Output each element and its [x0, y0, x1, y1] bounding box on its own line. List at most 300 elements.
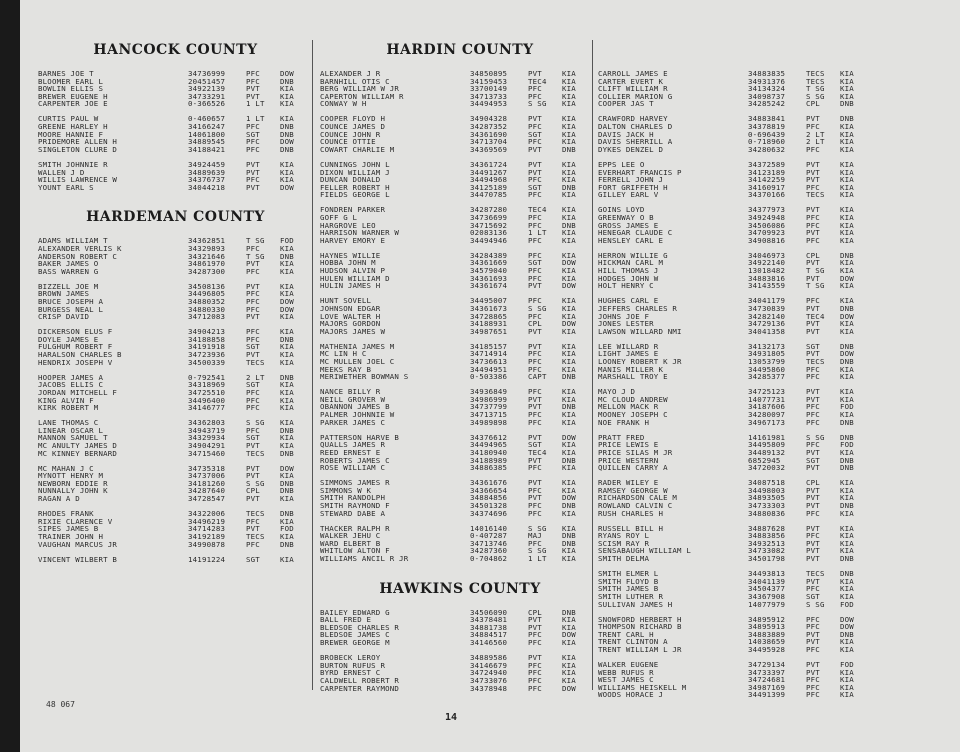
rank: PVT: [806, 387, 820, 397]
name: VINCENT WILBERT B: [38, 555, 118, 564]
serial-number: 34880330: [188, 304, 226, 314]
rank: MAJ: [528, 531, 542, 541]
serial-number: 34714283: [188, 524, 226, 534]
serial-number: 34725123: [748, 387, 786, 397]
serial-number: 34361673: [470, 303, 508, 313]
serial-number: 34370166: [748, 190, 786, 200]
status: DNB: [280, 129, 294, 139]
serial-number: 34374696: [470, 508, 508, 518]
serial-number: 34729134: [748, 660, 786, 670]
casualty-row: [38, 525, 313, 533]
serial-number: 34321646: [188, 251, 226, 261]
status: KIA: [562, 440, 576, 450]
serial-number: 34737799: [470, 402, 508, 412]
name: PRICE LEWIS E: [598, 441, 659, 449]
page-number: 14: [445, 712, 458, 723]
rank: T SG: [806, 84, 825, 94]
casualty-row: [38, 495, 313, 503]
status: KIA: [280, 259, 294, 269]
name: SMITH FLOYD B: [598, 577, 659, 586]
casualty-row: [38, 138, 313, 146]
status: KIA: [840, 493, 854, 503]
name: CUNNINGS JOHN L: [320, 160, 390, 169]
name: WEBB RUFUS R: [598, 668, 654, 677]
rank: 1 LT: [528, 554, 547, 564]
status: DNB: [280, 251, 294, 261]
status: KIA: [562, 326, 576, 336]
serial-number: 34904328: [470, 114, 508, 124]
casualty-group: [598, 525, 883, 563]
name: HUDSON ALVIN P: [320, 267, 386, 275]
name: HULIN JAMES H: [320, 282, 381, 290]
column-divider: [592, 40, 593, 690]
name: RAGAN A D: [38, 495, 80, 503]
status: KIA: [562, 213, 576, 222]
status: KIA: [562, 653, 576, 663]
rank: TECS: [806, 76, 825, 86]
column-divider: [312, 40, 313, 690]
casualty-row: [38, 85, 313, 93]
name: RUSH CHARLES H: [598, 509, 664, 518]
casualty-row: [320, 631, 600, 639]
rank: PFC: [528, 364, 542, 374]
serial-number: 34493813: [748, 569, 786, 579]
name: TRENT CARL H: [598, 630, 654, 639]
status: KIA: [562, 84, 576, 94]
serial-number: 34285242: [748, 99, 786, 109]
status: KIA: [562, 167, 576, 177]
serial-number: 34880836: [748, 508, 786, 518]
serial-number: 34579040: [470, 266, 508, 276]
casualty-row: [320, 388, 600, 396]
status: KIA: [562, 668, 576, 678]
name: ROSE WILLIAM C: [320, 464, 386, 472]
casualty-row: [320, 275, 600, 283]
rank: PVT: [806, 394, 820, 404]
rank: 1 LT: [528, 228, 547, 238]
rank: TEC4: [528, 447, 547, 457]
rank: SGT: [246, 129, 260, 139]
serial-number: 34123189: [748, 167, 786, 177]
status: DNB: [840, 250, 854, 260]
rank: PVT: [528, 653, 542, 663]
serial-number: 0-704862: [470, 554, 508, 564]
county-section: [38, 209, 313, 563]
status: DNB: [280, 486, 294, 496]
rank: PFC: [806, 645, 820, 654]
name: HOLT HENRY C: [598, 282, 654, 290]
serial-number: 34361693: [470, 273, 508, 283]
casualty-row: [320, 487, 600, 495]
name: MANIS MILLER K: [598, 365, 664, 374]
casualty-group: [38, 556, 313, 564]
status: KIA: [840, 281, 854, 291]
status: KIA: [562, 675, 576, 685]
serial-number: 34496805: [188, 289, 226, 299]
status: KIA: [562, 357, 576, 366]
status: KIA: [280, 380, 294, 390]
name: SCISM RAY R: [598, 539, 650, 548]
name: CRAWFORD HARVEY: [598, 115, 668, 124]
name: TRENT WILLIAM L JR: [598, 646, 682, 654]
status: FOD: [280, 524, 294, 534]
status: KIA: [840, 76, 854, 86]
name: BERG WILLIAM W JR: [320, 85, 400, 93]
casualty-row: [320, 373, 600, 381]
status: KIA: [562, 99, 576, 109]
rank: PFC: [246, 539, 260, 549]
serial-number: 34378948: [470, 683, 508, 693]
casualty-row: [38, 381, 313, 389]
serial-number: 34736613: [470, 357, 508, 366]
name: MC CLOUD ANDREW: [598, 395, 668, 404]
serial-number: 34087518: [748, 478, 786, 488]
status: KIA: [840, 485, 854, 495]
casualty-row: [598, 464, 883, 472]
serial-number: 6852945: [748, 455, 781, 465]
casualty-row: [320, 540, 600, 548]
rank: PVT: [528, 402, 542, 412]
rank: PVT: [246, 440, 260, 450]
casualty-row: [598, 373, 883, 381]
name: MC MULLEN JOEL C: [320, 358, 395, 366]
serial-number: 34041139: [748, 576, 786, 586]
status: KIA: [840, 84, 854, 94]
casualty-group: [320, 161, 600, 199]
name: ROBERTS JAMES C: [320, 456, 390, 465]
casualty-group: [320, 206, 600, 244]
name: GROSS JAMES E: [598, 221, 659, 230]
status: KIA: [280, 114, 294, 124]
status: DNB: [840, 357, 854, 366]
serial-number: 34504377: [748, 584, 786, 594]
casualty-row: [320, 464, 600, 472]
status: DNB: [840, 569, 854, 579]
casualty-row: [320, 305, 600, 313]
name: CURTIS PAUL W: [38, 115, 99, 124]
casualty-row: [38, 518, 313, 526]
name: DAVIS SHERRILL A: [598, 138, 673, 146]
name: LINEAR OSCAR L: [38, 426, 104, 435]
status: KIA: [280, 471, 294, 481]
name: DYKES DENZEL D: [598, 145, 664, 154]
serial-number: 34372589: [748, 159, 786, 169]
casualty-row: [38, 176, 313, 184]
status: KIA: [840, 523, 854, 533]
county-title: HAWKINS COUNTY: [379, 580, 541, 597]
rank: CAPT: [528, 372, 547, 382]
name: STEWARD DABE A: [320, 509, 386, 518]
serial-number: 34142259: [748, 175, 786, 185]
rank: 1 LT: [246, 99, 265, 109]
name: CARPENTER JOE E: [38, 100, 108, 108]
casualty-row: [320, 131, 600, 139]
casualty-row: [38, 442, 313, 450]
rank: PVT: [246, 494, 260, 504]
casualty-group: [38, 465, 313, 503]
casualty-group: [38, 328, 313, 366]
serial-number: 34284389: [470, 250, 508, 260]
serial-number: 34489132: [748, 447, 786, 457]
rank: S SG: [528, 523, 547, 533]
casualty-row: [38, 359, 313, 367]
status: KIA: [840, 387, 854, 397]
serial-number: 34728865: [470, 311, 508, 321]
casualty-row: [320, 297, 600, 305]
rank: S SG: [528, 546, 547, 556]
serial-number: 34733291: [188, 91, 226, 101]
serial-number: 34369569: [470, 144, 508, 154]
casualty-row: [38, 306, 313, 314]
serial-number: 34494965: [470, 440, 508, 450]
status: KIA: [840, 591, 854, 601]
status: KIA: [562, 205, 576, 215]
name: RICHARDSON CALE M: [598, 494, 678, 502]
casualty-row: [598, 601, 883, 609]
rank: TECS: [806, 569, 825, 579]
casualty-row: [38, 268, 313, 276]
name: COUNCE JAMES D: [320, 123, 386, 131]
status: KIA: [840, 266, 854, 276]
casualty-row: [320, 267, 600, 275]
serial-number: 34366654: [470, 485, 508, 495]
casualty-group: [38, 510, 313, 548]
rank: PVT: [806, 501, 820, 510]
rank: PFC: [806, 614, 820, 624]
status: KIA: [840, 576, 854, 586]
rank: PFC: [806, 410, 820, 420]
rank: TECS: [806, 190, 825, 200]
status: KIA: [562, 114, 576, 124]
name: LOONEY ROBERT K JR: [598, 358, 682, 366]
name: HOBBA JOHN M: [320, 259, 376, 268]
name: TRENT CLINTON A: [598, 638, 668, 646]
status: KIA: [280, 91, 294, 101]
name: DUNCAN DONALD: [320, 176, 381, 184]
status: KIA: [562, 296, 576, 306]
name: COOPER FLOYD H: [320, 115, 386, 124]
casualty-row: [38, 336, 313, 344]
status: KIA: [840, 167, 854, 177]
rank: PVT: [806, 319, 820, 329]
casualty-group: [320, 609, 600, 647]
status: FOD: [840, 402, 854, 412]
status: KIA: [280, 342, 294, 352]
casualty-row: [320, 677, 600, 685]
name: CALDWELL ROBERT R: [320, 676, 400, 685]
name: FIELDS GEORGE L: [320, 191, 390, 199]
casualty-row: [38, 389, 313, 397]
status: KIA: [280, 266, 294, 276]
status: DOW: [280, 304, 294, 314]
serial-number: 34143559: [748, 281, 786, 291]
name: COOPER JAS T: [598, 100, 654, 108]
serial-number: 34280632: [748, 144, 786, 154]
rank: PVT: [806, 493, 820, 503]
name: JEFFERS CHARLES R: [598, 304, 678, 313]
casualty-row: [320, 191, 600, 199]
serial-number: 34850895: [470, 69, 508, 78]
casualty-group: [320, 479, 600, 517]
name: WHITLOW ALTON F: [320, 547, 390, 556]
serial-number: 34160917: [748, 182, 786, 192]
rank: PFC: [528, 273, 542, 283]
status: KIA: [562, 387, 576, 397]
status: DNB: [840, 432, 854, 442]
serial-number: 34889639: [188, 167, 226, 177]
casualty-row: [320, 685, 600, 693]
name: WARD ELBERT B: [320, 539, 381, 548]
status: DNB: [280, 122, 294, 132]
rank: PFC: [528, 675, 542, 685]
name: HARRISON WARNER W: [320, 229, 400, 237]
status: DOW: [280, 182, 294, 192]
casualty-row: [38, 374, 313, 382]
serial-number: 34287300: [188, 266, 226, 276]
name: SIPES JAMES B: [38, 525, 99, 533]
name: WEST JAMES C: [598, 676, 654, 684]
rank: 2 LT: [806, 137, 825, 147]
casualty-row: [38, 131, 313, 139]
status: KIA: [562, 485, 576, 495]
name: BROBECK LEROY: [320, 654, 381, 662]
rank: PVT: [246, 312, 260, 322]
casualty-row: [320, 320, 600, 328]
casualty-row: [38, 541, 313, 549]
rank: SGT: [246, 433, 260, 443]
serial-number: 34924459: [188, 159, 226, 169]
rank: TECS: [806, 357, 825, 366]
name: MC KINNEY BERNARD: [38, 449, 118, 458]
casualty-group: [598, 161, 883, 199]
rank: PVT: [528, 167, 542, 177]
rank: PFC: [528, 508, 542, 518]
serial-number: 34041358: [748, 326, 786, 336]
rank: PVT: [528, 455, 542, 465]
status: DNB: [280, 509, 294, 519]
name: BLOOMER EARL L: [38, 77, 104, 86]
casualty-group: [598, 297, 883, 335]
casualty-row: [320, 510, 600, 518]
serial-number: 0-696439: [748, 129, 786, 139]
casualty-group: [320, 115, 600, 153]
rank: PVT: [806, 447, 820, 457]
serial-number: 34378819: [748, 122, 786, 132]
casualty-row: [320, 547, 600, 555]
casualty-row: [38, 510, 313, 518]
serial-number: 34329893: [188, 243, 226, 253]
casualty-group: [598, 206, 883, 244]
serial-number: 34889586: [470, 653, 508, 663]
rank: SGT: [246, 342, 260, 352]
rank: PFC: [528, 501, 542, 510]
name: NEILL GROVER W: [320, 395, 386, 404]
serial-number: 34181260: [188, 478, 226, 488]
rank: PVT: [806, 485, 820, 495]
casualty-row: [320, 457, 600, 465]
serial-number: 14016140: [470, 523, 508, 533]
rank: PFC: [528, 91, 542, 101]
status: KIA: [840, 531, 854, 541]
rank: SGT: [528, 182, 542, 192]
rank: 2 LT: [806, 129, 825, 139]
status: KIA: [562, 250, 576, 260]
status: KIA: [840, 667, 854, 677]
serial-number: 34287352: [470, 122, 508, 132]
name: BASS WARREN G: [38, 267, 99, 276]
name: WALKER JEHU C: [320, 532, 381, 540]
status: KIA: [840, 175, 854, 185]
casualty-row: [320, 411, 600, 419]
name: JOHNS JOE F: [598, 312, 650, 321]
name: HULEN WILLIAM D: [320, 274, 390, 283]
rank: CPL: [528, 607, 542, 617]
casualty-group: [598, 388, 883, 426]
document-page: [20, 0, 960, 752]
casualty-row: [320, 502, 600, 510]
name: BURTON RUFUS R: [320, 661, 386, 670]
name: HICKMAN CARL M: [598, 259, 664, 268]
rank: PVT: [806, 554, 820, 564]
serial-number: 34883816: [748, 273, 786, 283]
rank: PFC: [528, 668, 542, 678]
name: MATHENIA JAMES M: [320, 342, 395, 351]
status: KIA: [280, 440, 294, 450]
name: BAILEY EDWARD G: [320, 608, 390, 617]
status: DNB: [562, 455, 576, 465]
rank: PVT: [528, 394, 542, 404]
casualty-row: [320, 138, 600, 146]
name: PARKER JAMES C: [320, 418, 386, 427]
rank: PVT: [806, 159, 820, 169]
casualty-row: [38, 434, 313, 442]
status: KIA: [562, 91, 576, 101]
name: HOOPER JAMES A: [38, 373, 104, 382]
rank: PVT: [806, 258, 820, 268]
serial-number: 34737006: [188, 471, 226, 481]
status: DOW: [562, 319, 576, 329]
status: KIA: [840, 129, 854, 139]
serial-number: 34501328: [470, 501, 508, 510]
rank: PFC: [246, 175, 260, 185]
casualty-row: [320, 494, 600, 502]
serial-number: 34733082: [748, 546, 786, 556]
status: KIA: [280, 433, 294, 443]
status: KIA: [562, 417, 576, 427]
casualty-row: [320, 313, 600, 321]
rank: PFC: [806, 220, 820, 230]
name: CONWAY W H: [320, 100, 367, 108]
serial-number: 34904291: [188, 440, 226, 450]
serial-number: 34378481: [470, 615, 508, 625]
rank: PFC: [806, 144, 820, 154]
name: BAKER JAMES O: [38, 260, 99, 268]
rank: PFC: [528, 660, 542, 670]
serial-number: 34883835: [748, 69, 786, 78]
rank: S SG: [246, 418, 265, 428]
casualty-row: [38, 161, 313, 169]
casualty-group: [598, 70, 883, 108]
name: MERIWETHER BOWMAN S: [320, 373, 409, 381]
status: DNB: [562, 144, 576, 154]
casualty-group: [598, 661, 883, 699]
rank: PVT: [806, 629, 820, 639]
rank: PFC: [246, 243, 260, 253]
rank: S SG: [806, 432, 825, 442]
rank: PVT: [806, 660, 820, 670]
rank: PVT: [528, 493, 542, 503]
serial-number: 34494953: [470, 99, 508, 109]
